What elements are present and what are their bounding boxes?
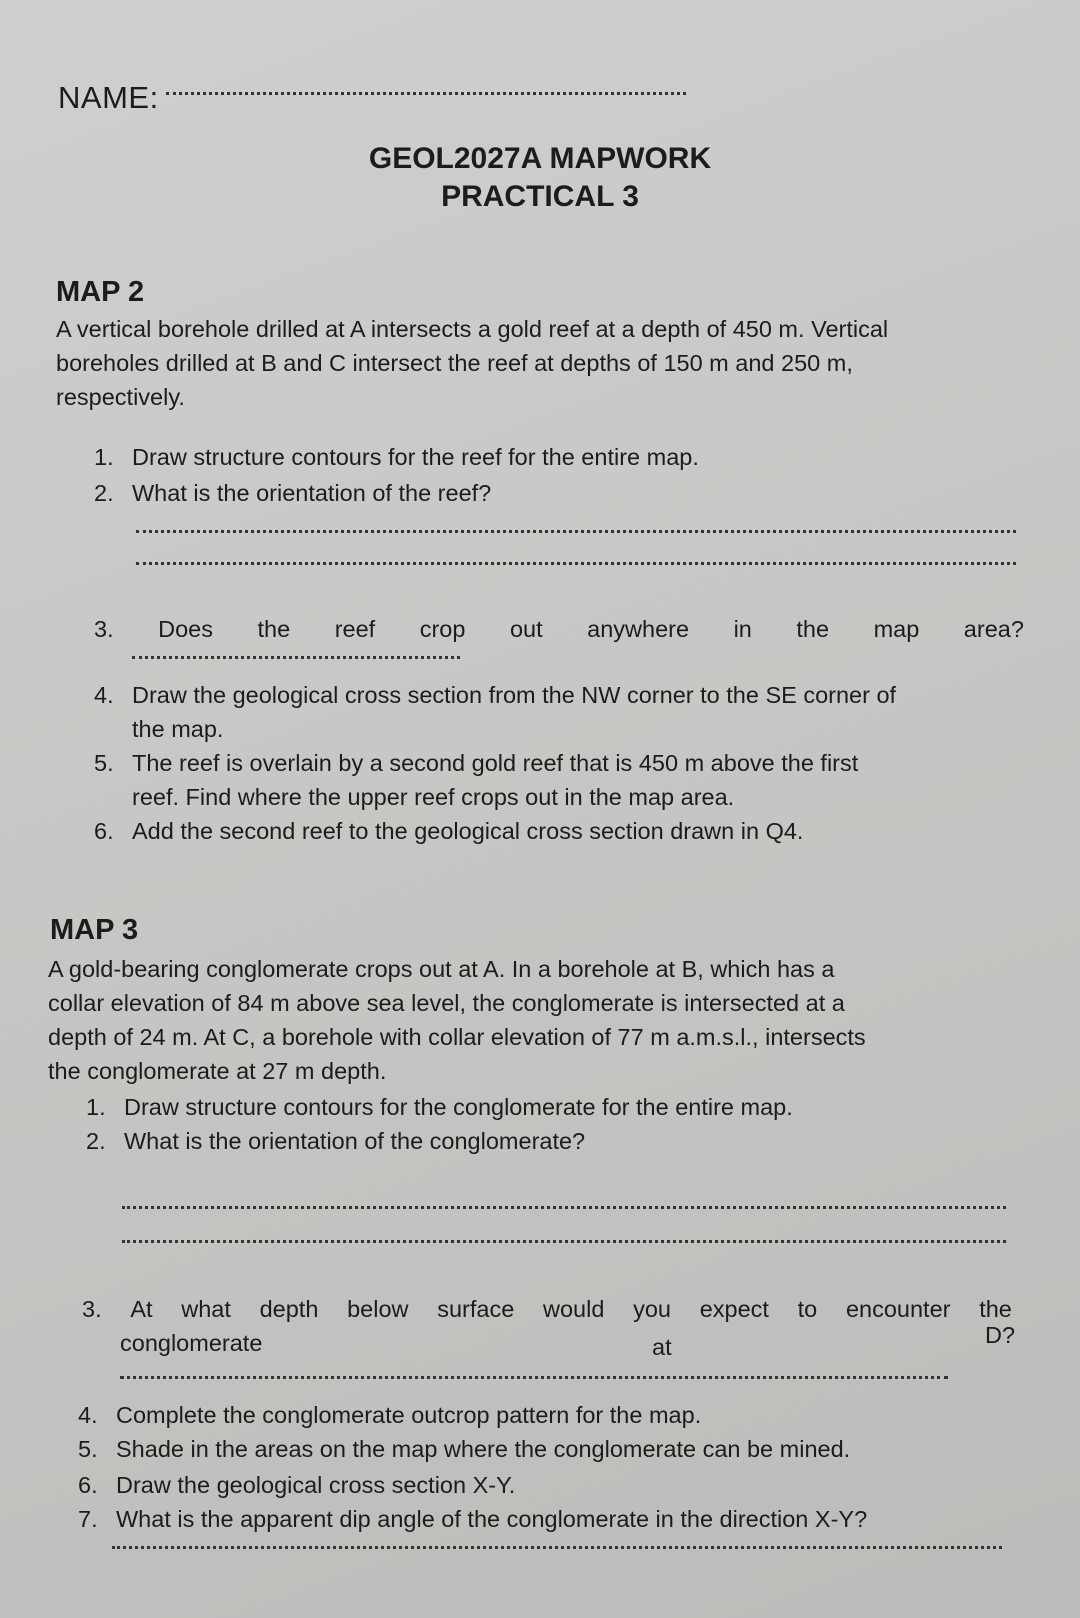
map2-q2-answer-line[interactable] xyxy=(136,562,1016,565)
map3-question-4: 4. Complete the conglomerate outcrop pattern for the map. xyxy=(78,1402,702,1428)
map3-q3-line2-word: at xyxy=(652,1334,672,1360)
map2-intro-line: boreholes drilled at B and C intersect the reef at depths of 150 m and 250 m, xyxy=(56,350,853,376)
map2-intro-line: respectively. xyxy=(56,384,185,410)
map3-intro-line: collar elevation of 84 m above sea level, the conglomerate is intersected at a xyxy=(48,990,845,1016)
map3-q3-answer-line[interactable] xyxy=(120,1376,948,1379)
map3-intro-line: the conglomerate at 27 m depth. xyxy=(48,1058,387,1084)
map2-question-3 xyxy=(94,612,1024,646)
map2-question-4: 4. Draw the geological cross section from the NW corner to the SE corner of the map. xyxy=(94,682,897,742)
map3-question-5: 5. Shade in the areas on the map where the conglomerate can be mined. xyxy=(78,1436,851,1462)
map2-question-5: 5. The reef is overlain by a second gold reef that is 450 m above the first reef. Find where the upper reef crops out in the map area. xyxy=(94,750,859,810)
map2-q3-answer-line[interactable] xyxy=(132,656,460,659)
map2-question-6: 6. Add the second reef to the geological cross section drawn in Q4. xyxy=(94,818,804,844)
map2-question-2: 2. What is the orientation of the reef? xyxy=(94,480,492,506)
map3-heading: MAP 3 xyxy=(50,914,139,946)
map3-intro xyxy=(48,952,1038,1088)
map3-q2-answer-line[interactable] xyxy=(122,1240,1006,1243)
map2-intro xyxy=(56,312,1036,414)
course-title: GEOL2027A MAPWORK xyxy=(368,142,712,175)
practical-title: PRACTICAL 3 xyxy=(441,180,639,213)
map3-q2-answer-line[interactable] xyxy=(122,1206,1006,1209)
map3-q3-line2-word: conglomerate xyxy=(120,1330,263,1356)
map3-question-3 xyxy=(82,1292,1012,1326)
map3-q3-words: 3. At what depth below surface would you expect to encounter the xyxy=(82,1296,1012,1322)
map2-heading: MAP 2 xyxy=(56,276,145,308)
name-label: NAME: xyxy=(58,80,159,115)
map3-q3-line2-word: D? xyxy=(985,1322,1016,1348)
map3-question-7: 7. What is the apparent dip angle of the conglomerate in the direction X-Y? xyxy=(78,1506,868,1532)
map3-question-6: 6. Draw the geological cross section X-Y. xyxy=(78,1472,516,1498)
map2-q3-words: 3. Does the reef crop out anywhere in the map area? xyxy=(94,616,1024,642)
map3-intro-line: depth of 24 m. At C, a borehole with collar elevation of 77 m a.m.s.l., intersects xyxy=(48,1024,866,1050)
map2-question-1: 1. Draw structure contours for the reef for the entire map. xyxy=(94,444,699,470)
map2-intro-line: A vertical borehole drilled at A intersects a gold reef at a depth of 450 m. Vertical xyxy=(56,316,889,342)
map3-question-2: 2. What is the orientation of the conglomerate? xyxy=(86,1128,586,1154)
map3-question-1: 1. Draw structure contours for the conglomerate for the entire map. xyxy=(86,1094,793,1120)
map3-q7-answer-line[interactable] xyxy=(112,1546,1002,1549)
map2-q2-answer-line[interactable] xyxy=(136,530,1016,533)
name-answer-line[interactable] xyxy=(166,92,686,95)
map3-intro-line: A gold-bearing conglomerate crops out at A. In a borehole at B, which has a xyxy=(48,956,835,982)
